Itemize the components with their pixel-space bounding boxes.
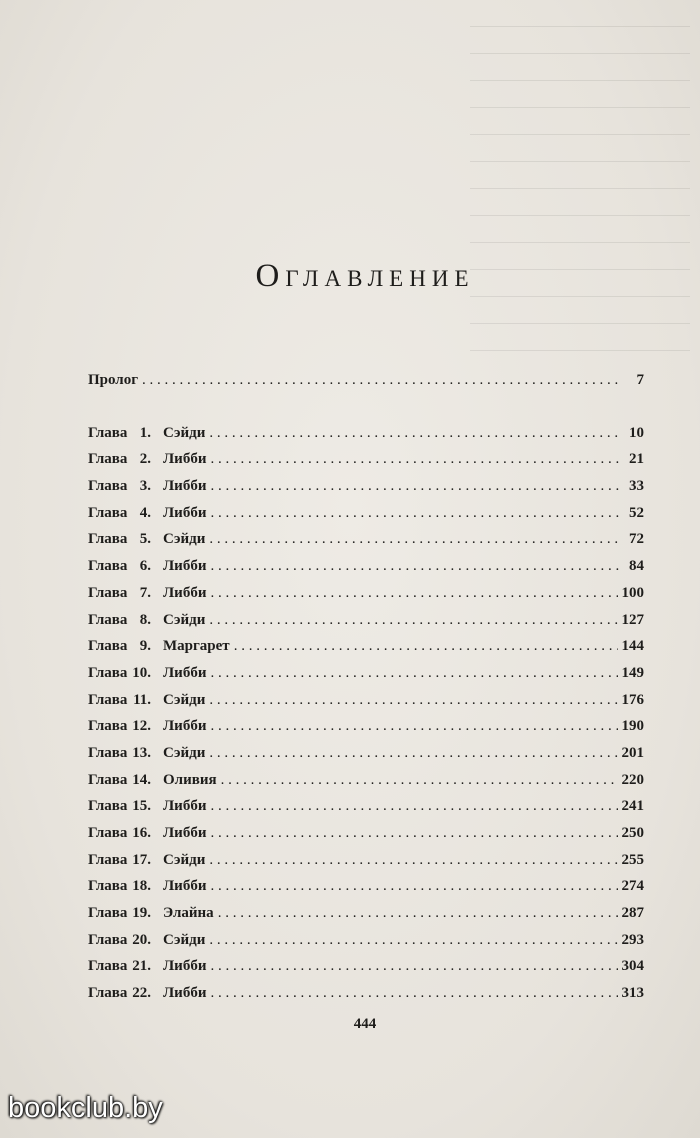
toc-entry[interactable] [88, 932, 644, 959]
chapter-number: 12. [132, 718, 151, 735]
toc-entry-title: Сэйди [163, 851, 206, 868]
toc-entry-page: 144 [621, 638, 644, 655]
toc-entry-page: 190 [621, 718, 644, 735]
dot-leader [218, 905, 618, 922]
toc-entry-page: 313 [621, 985, 644, 1002]
chapter-word: Глава [88, 771, 128, 788]
dot-leader [209, 531, 622, 548]
toc-entry-title: Сэйди [163, 611, 206, 628]
watermark-logo: bookclub.by [8, 1092, 163, 1124]
toc-entry[interactable] [88, 451, 644, 478]
page-title: Оглавление [255, 258, 475, 295]
chapter-word: Глава [88, 718, 128, 735]
toc-entry-page: 21 [629, 451, 644, 468]
dot-leader [210, 585, 617, 602]
toc-entry-page: 127 [621, 611, 644, 628]
toc-entry-title: Либби [163, 798, 207, 815]
toc-entry[interactable] [88, 425, 644, 452]
toc-entry-title: Элайна [163, 905, 214, 922]
toc-entry[interactable] [88, 878, 644, 905]
chapter-word: Глава [88, 825, 128, 841]
dot-leader [209, 692, 617, 709]
dot-leader [210, 558, 622, 575]
toc-entry-page: 84 [629, 558, 644, 575]
toc-entry[interactable] [88, 585, 644, 612]
toc-entry[interactable] [88, 612, 644, 639]
toc-entry[interactable] [88, 692, 644, 719]
toc-entry-title: Либби [163, 985, 207, 1002]
toc-entry-title: Либби [163, 718, 207, 735]
toc-entry-title: Сэйди [163, 931, 206, 948]
toc-entry[interactable] [88, 958, 644, 985]
chapter-number: 1. [139, 424, 151, 441]
toc-entry-title: Либби [163, 558, 207, 575]
chapter-number: 14. [132, 771, 151, 788]
toc-entry-title: Либби [163, 878, 207, 895]
toc-entry[interactable] [88, 558, 644, 585]
toc-entry-page: 287 [621, 905, 644, 922]
chapter-word: Глава [88, 451, 128, 468]
dot-leader [210, 798, 617, 815]
toc-entry-page: 33 [629, 478, 644, 495]
dot-leader [210, 878, 617, 895]
toc-entry[interactable] [88, 905, 644, 932]
toc-entry[interactable] [88, 531, 644, 558]
chapter-word: Глава [88, 664, 128, 681]
dot-leader [210, 505, 622, 522]
dot-leader [210, 451, 622, 468]
chapter-number: 17. [132, 851, 151, 868]
dot-leader [210, 958, 617, 975]
toc-entry-title: Сэйди [163, 531, 206, 548]
toc-entry-title: Либби [163, 664, 207, 681]
chapter-number: 4. [139, 504, 151, 521]
toc-entry-title: Оливия [163, 771, 217, 788]
toc-entry-prologue[interactable] [88, 372, 644, 399]
toc-entry-page: 201 [621, 744, 644, 761]
dot-leader [210, 825, 617, 842]
chapter-word: Глава [88, 691, 128, 708]
toc-entry-page: 52 [629, 504, 644, 521]
toc-entry[interactable] [88, 745, 644, 772]
chapter-word: Глава [88, 878, 128, 895]
chapter-word: Глава [88, 531, 128, 548]
dot-leader [210, 985, 617, 1002]
chapter-number: 3. [139, 478, 151, 495]
chapter-word: Глава [88, 905, 128, 922]
chapter-number: 9. [139, 638, 151, 655]
toc-entry-page: 255 [621, 851, 644, 868]
toc-entry-page: 220 [621, 771, 644, 788]
chapter-word: Глава [88, 504, 128, 521]
chapter-word: Глава [88, 611, 128, 628]
toc-entry-title: Сэйди [163, 744, 206, 761]
chapter-word: Глава [88, 638, 128, 655]
toc-entry-page: 293 [621, 931, 644, 948]
dot-leader [210, 478, 622, 495]
table-of-contents [88, 372, 644, 1012]
chapter-number: 7. [139, 584, 151, 601]
chapter-word: Глава [88, 478, 128, 495]
chapter-number: 20. [132, 931, 151, 948]
toc-entry[interactable] [88, 825, 644, 852]
toc-entry[interactable] [88, 505, 644, 532]
dot-leader [142, 372, 622, 389]
chapter-word: Глава [88, 931, 128, 948]
dot-leader [209, 852, 617, 869]
toc-entry-page: 149 [621, 664, 644, 681]
toc-entry-page: 304 [621, 958, 644, 975]
dot-leader [209, 745, 617, 762]
chapter-number: 18. [132, 878, 151, 895]
toc-entry-page: 72 [629, 531, 644, 548]
chapter-word: Глава [88, 558, 128, 575]
toc-entry-title: Маргарет [163, 638, 230, 655]
toc-entry[interactable] [88, 852, 644, 879]
dot-leader [234, 638, 618, 655]
chapter-word: Глава [88, 958, 128, 975]
dot-leader [209, 612, 617, 629]
dot-leader [210, 665, 617, 682]
toc-entry[interactable] [88, 478, 644, 505]
dot-leader [209, 425, 622, 442]
chapter-word: Глава [88, 851, 128, 868]
toc-entry-title: Либби [163, 504, 207, 521]
toc-entry-page: 10 [629, 424, 644, 441]
toc-entry[interactable] [88, 772, 644, 799]
chapter-number: 15. [132, 798, 151, 815]
chapter-number: 10. [132, 664, 151, 681]
toc-entry[interactable] [88, 665, 644, 692]
chapter-word: Глава [88, 985, 128, 1002]
toc-entry-title: Сэйди [163, 691, 206, 708]
toc-entry-title: Либби [163, 478, 207, 495]
chapter-word: Глава [88, 584, 128, 601]
toc-entry-page: 7 [636, 372, 644, 388]
chapter-number: 5. [139, 531, 151, 548]
toc-entry[interactable] [88, 718, 644, 745]
chapter-number: 13. [132, 744, 151, 761]
toc-entry-page: 100 [621, 584, 644, 601]
toc-entry-title: Либби [163, 451, 207, 468]
toc-entry-page: 250 [621, 825, 644, 841]
dot-leader [209, 932, 617, 949]
chapter-number: 2. [139, 451, 151, 468]
toc-entry-page: 274 [621, 878, 644, 895]
toc-entry-title: Либби [163, 958, 207, 975]
toc-entry-title: Либби [163, 825, 207, 841]
chapter-number: 11. [133, 691, 151, 708]
chapter-number: 16. [132, 825, 151, 841]
chapter-number: 8. [139, 611, 151, 628]
chapter-list [88, 425, 644, 1012]
page-number: 444 [353, 1016, 377, 1032]
chapter-word: Глава [88, 744, 128, 761]
chapter-number: 21. [132, 958, 151, 975]
chapter-number: 22. [132, 985, 151, 1002]
chapter-number: 19. [132, 905, 151, 922]
toc-entry-title: Пролог [88, 372, 139, 388]
toc-entry-title: Либби [163, 584, 207, 601]
toc-entry[interactable] [88, 985, 644, 1012]
dot-leader [210, 718, 617, 735]
chapter-number: 6. [139, 558, 151, 575]
dot-leader [221, 772, 618, 789]
toc-entry[interactable] [88, 798, 644, 825]
toc-entry-title: Сэйди [163, 424, 206, 441]
toc-entry[interactable] [88, 638, 644, 665]
chapter-word: Глава [88, 424, 128, 441]
toc-entry-page: 176 [621, 691, 644, 708]
chapter-word: Глава [88, 798, 128, 815]
toc-entry-page: 241 [621, 798, 644, 815]
